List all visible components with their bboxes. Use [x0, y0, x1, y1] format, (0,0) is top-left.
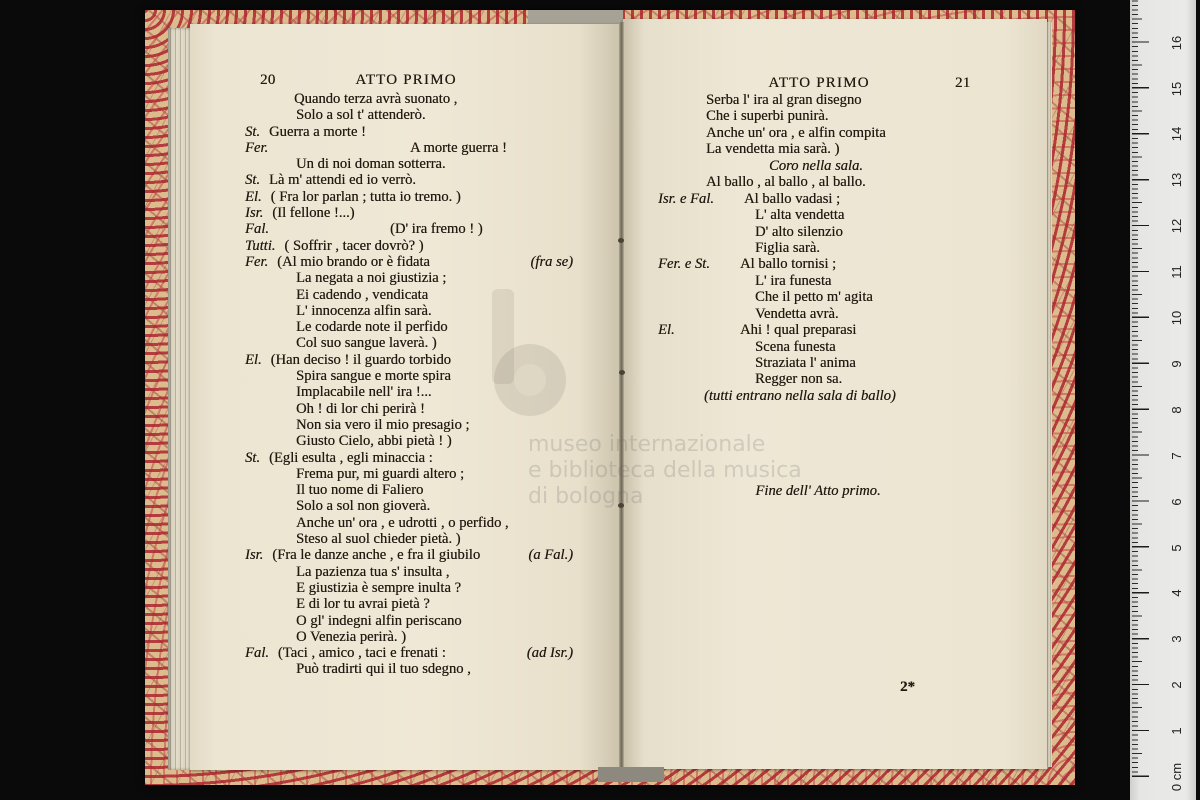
watermark-line: museo internazionale: [528, 432, 766, 457]
verse-line: [190, 482, 622, 498]
binding-stitch: [618, 503, 624, 508]
verse-text: Un di noi doman sotterra.: [296, 156, 446, 173]
end-of-act-note: Fine dell' Atto primo.: [755, 483, 881, 499]
ruler-label: 14: [1169, 127, 1184, 142]
measuring-ruler: [1130, 0, 1196, 800]
verse-line: [190, 580, 622, 596]
binding-stitch: [619, 370, 625, 375]
verse-line: [190, 547, 622, 563]
verse-text: Che i superbi punirà.: [706, 108, 829, 125]
verse-text: L' ira funesta: [755, 272, 832, 289]
verse-text: Anche un' ora , e alfin compita: [706, 124, 886, 141]
speaker-name: El.: [658, 322, 675, 339]
verse-line: [190, 205, 622, 221]
verse-text: O Venezia perirà. ): [296, 628, 406, 645]
speaker-name: Fer.: [245, 253, 269, 270]
verse-line: [190, 156, 622, 172]
page-number: 21: [955, 75, 971, 91]
speaker-name: Fer.: [245, 139, 269, 156]
verse-text: Al ballo , al ballo , al ballo.: [706, 174, 866, 191]
verse-line: [623, 224, 1047, 240]
verse-text: Là m' attendi ed io verrò.: [269, 172, 416, 189]
ruler-label: 4: [1169, 589, 1184, 598]
verse-text: Scena funesta: [755, 338, 836, 355]
speaker-name: Fal.: [245, 221, 269, 238]
speaker-name: Isr.: [245, 547, 264, 564]
running-head: ATTO PRIMO: [355, 72, 457, 88]
verse-line: [623, 191, 1047, 207]
watermark-line: di bologna: [528, 484, 644, 509]
verse-text: La vendetta mia sarà. ): [706, 141, 840, 158]
verse-text: (Il fellone !...): [272, 205, 355, 222]
ruler-label: 8: [1169, 406, 1184, 414]
verse-text: Vendetta avrà.: [755, 305, 839, 322]
verse-text: Anche un' ora , e udrotti , o perfido ,: [296, 514, 509, 531]
verse-line: [623, 339, 1047, 355]
verse-line: [190, 124, 622, 140]
ruler-label: 2: [1169, 681, 1184, 689]
verse-line: [190, 661, 622, 677]
ruler-label: 5: [1169, 543, 1184, 552]
verse-line: [623, 355, 1047, 371]
verse-line: [623, 289, 1047, 305]
speaker-name: Fal.: [245, 645, 269, 662]
verse-text: Al ballo tornisi ;: [740, 256, 837, 273]
verse-line: [190, 466, 622, 482]
verse-text: E di lor tu avrai pietà ?: [296, 596, 430, 613]
verse-line: [190, 450, 622, 466]
binding-stitch: [618, 238, 624, 243]
speaker-name: St.: [245, 123, 260, 140]
verse-line: [190, 629, 622, 645]
verse-line: [190, 107, 622, 123]
verse-text: Guerra a morte !: [269, 123, 366, 140]
verse-line: [190, 401, 622, 417]
speaker-name: Isr.: [245, 205, 264, 222]
page-number: 20: [260, 72, 276, 88]
verse-text: Al ballo vadasi ;: [744, 190, 841, 207]
verse-text: ( Fra lor parlan ; tutta io tremo. ): [270, 188, 461, 205]
spine-bottom: [598, 767, 664, 782]
verse-line: [623, 273, 1047, 289]
stage-direction: [623, 388, 1047, 404]
verse-line: [190, 254, 622, 270]
ruler-label: 11: [1169, 265, 1184, 279]
verse-line: [623, 207, 1047, 223]
verse-text: Giusto Cielo, abbi pietà ! ): [296, 433, 452, 450]
verse-text: L' innocenza alfin sarà.: [296, 302, 432, 319]
speaker-name: Isr. e Fal.: [658, 190, 714, 207]
stage-direction-text: Coro nella sala.: [769, 157, 863, 174]
ruler-label: 0 cm: [1169, 762, 1184, 792]
verse-line: [190, 433, 622, 449]
verse-line: [623, 108, 1047, 124]
verse-text: ( Soffrir , tacer dovrò? ): [284, 237, 424, 254]
verse-line: [190, 596, 622, 612]
speaker-name: St.: [245, 449, 260, 466]
verse-text: La pazienza tua s' insulta ,: [296, 563, 450, 580]
stage-aside: (ad Isr.): [526, 645, 573, 662]
speaker-name: Fer. e St.: [658, 256, 710, 273]
verse-text: (Al mio brando or è fidata: [277, 253, 430, 270]
ruler-label: 3: [1169, 635, 1184, 643]
watermark-line: e biblioteca della musica: [528, 458, 802, 483]
verse-text: (Taci , amico , taci e frenati :: [277, 645, 446, 662]
verse-text: Ahi ! qual preparasi: [740, 322, 857, 339]
verse-line: [190, 140, 622, 156]
ruler-label: 1: [1169, 727, 1184, 735]
signature-mark: 2*: [900, 679, 915, 695]
verse-text: Oh ! di lor chi perirà !: [296, 400, 425, 417]
verse-line: [623, 125, 1047, 141]
ruler-label: 9: [1169, 360, 1184, 368]
verse-text: Che il petto m' agita: [755, 289, 873, 306]
verse-text: A morte guerra !: [410, 139, 507, 156]
verse-text: Ei cadendo , vendicata: [296, 286, 429, 303]
verse-line: [623, 141, 1047, 157]
verse-text: Regger non sa.: [755, 371, 843, 388]
verse-text: Quando terza avrà suonato ,: [294, 91, 458, 107]
stage-direction-text: (tutti entrano nella sala di ballo): [704, 387, 896, 404]
verse-line: [190, 417, 622, 433]
left-page: [190, 24, 622, 770]
verse-line: [190, 172, 622, 188]
spine-top: [528, 10, 623, 24]
verse-line: [190, 384, 622, 400]
verse-line: [623, 174, 1047, 190]
verse-line: [190, 645, 622, 661]
verse-text: Non sia vero il mio presagio ;: [296, 416, 470, 433]
verse-text: (Egli esulta , egli minaccia :: [269, 449, 433, 466]
verse-text: Può tradirti qui il tuo sdegno ,: [296, 661, 471, 678]
speaker-name: St.: [245, 172, 260, 189]
verse-text: Spira sangue e morte spira: [296, 368, 451, 385]
verse-text: Steso al suol chieder pietà. ): [296, 531, 461, 548]
verse-line: [623, 306, 1047, 322]
verse-text: Straziata l' anima: [755, 355, 856, 371]
verse-text: Frema pur, mi guardi altero ;: [296, 465, 465, 482]
verse-line: [190, 368, 622, 384]
verse-line: [623, 322, 1047, 338]
verse-line: [190, 352, 622, 368]
verse-text: Serba l' ira al gran disegno: [706, 92, 862, 108]
ruler-ticks: [1132, 0, 1152, 777]
ruler-label: 15: [1169, 81, 1184, 96]
verse-text: Le codarde note il perfido: [296, 319, 448, 336]
verse-line: [190, 564, 622, 580]
ruler-label: 16: [1169, 35, 1184, 50]
verse-line: [190, 238, 622, 254]
verse-line: [190, 335, 622, 351]
verse-line: [190, 189, 622, 205]
verse-line: [623, 240, 1047, 256]
verse-line: [190, 319, 622, 335]
verse-line: [623, 371, 1047, 387]
verse-text: Solo a sol non gioverà.: [296, 498, 431, 515]
verse-text: (Fra le danze anche , e fra il giubilo: [272, 547, 481, 564]
verse-text: Solo a sol t' attenderò.: [296, 107, 426, 124]
speaker-name: Tutti.: [245, 237, 276, 254]
ruler-label: 10: [1169, 310, 1184, 326]
verse-text: (D' ira fremo ! ): [390, 221, 483, 238]
verse-line: [190, 515, 622, 531]
verse-line: [190, 270, 622, 286]
ruler-label: 13: [1169, 173, 1184, 188]
speaker-name: El.: [245, 351, 262, 368]
verse-line: [190, 498, 622, 514]
verse-text: O gl' indegni alfin periscano: [296, 612, 462, 629]
right-page: [623, 19, 1047, 769]
ruler-label: 6: [1169, 497, 1184, 506]
verse-text: (Han deciso ! il guardo torbido: [270, 351, 451, 368]
verse-line: [190, 91, 622, 107]
gutter-fold: [619, 22, 624, 770]
verse-line: [190, 303, 622, 319]
verse-block: [623, 92, 1047, 404]
page-edges-left: [168, 28, 192, 770]
stage-aside: (fra se): [530, 253, 573, 270]
verse-text: D' alto silenzio: [755, 223, 843, 240]
verse-line: [190, 221, 622, 237]
stage-aside: (a Fal.): [528, 547, 573, 564]
verse-text: Implacabile nell' ira !...: [296, 384, 432, 401]
verse-text: Il tuo nome di Faliero: [296, 482, 424, 499]
verse-line: [623, 92, 1047, 108]
verse-line: [190, 287, 622, 303]
stage-direction: [623, 158, 1047, 174]
verse-text: Col suo sangue laverà. ): [296, 335, 437, 352]
verse-text: E giustizia è sempre inulta ?: [296, 579, 461, 596]
verse-line: [190, 531, 622, 547]
verse-text: La negata a noi giustizia ;: [296, 270, 447, 287]
ruler-label: 7: [1169, 452, 1184, 460]
speaker-name: El.: [245, 188, 262, 205]
verse-text: L' alta vendetta: [755, 207, 845, 224]
verse-text: Figlia sarà.: [755, 239, 820, 256]
ruler-cm-ticks: [1132, 0, 1149, 777]
verse-line: [190, 613, 622, 629]
running-head: ATTO PRIMO: [768, 75, 870, 91]
verse-line: [623, 256, 1047, 272]
ruler-label: 12: [1169, 218, 1184, 234]
verse-block: [190, 91, 622, 678]
